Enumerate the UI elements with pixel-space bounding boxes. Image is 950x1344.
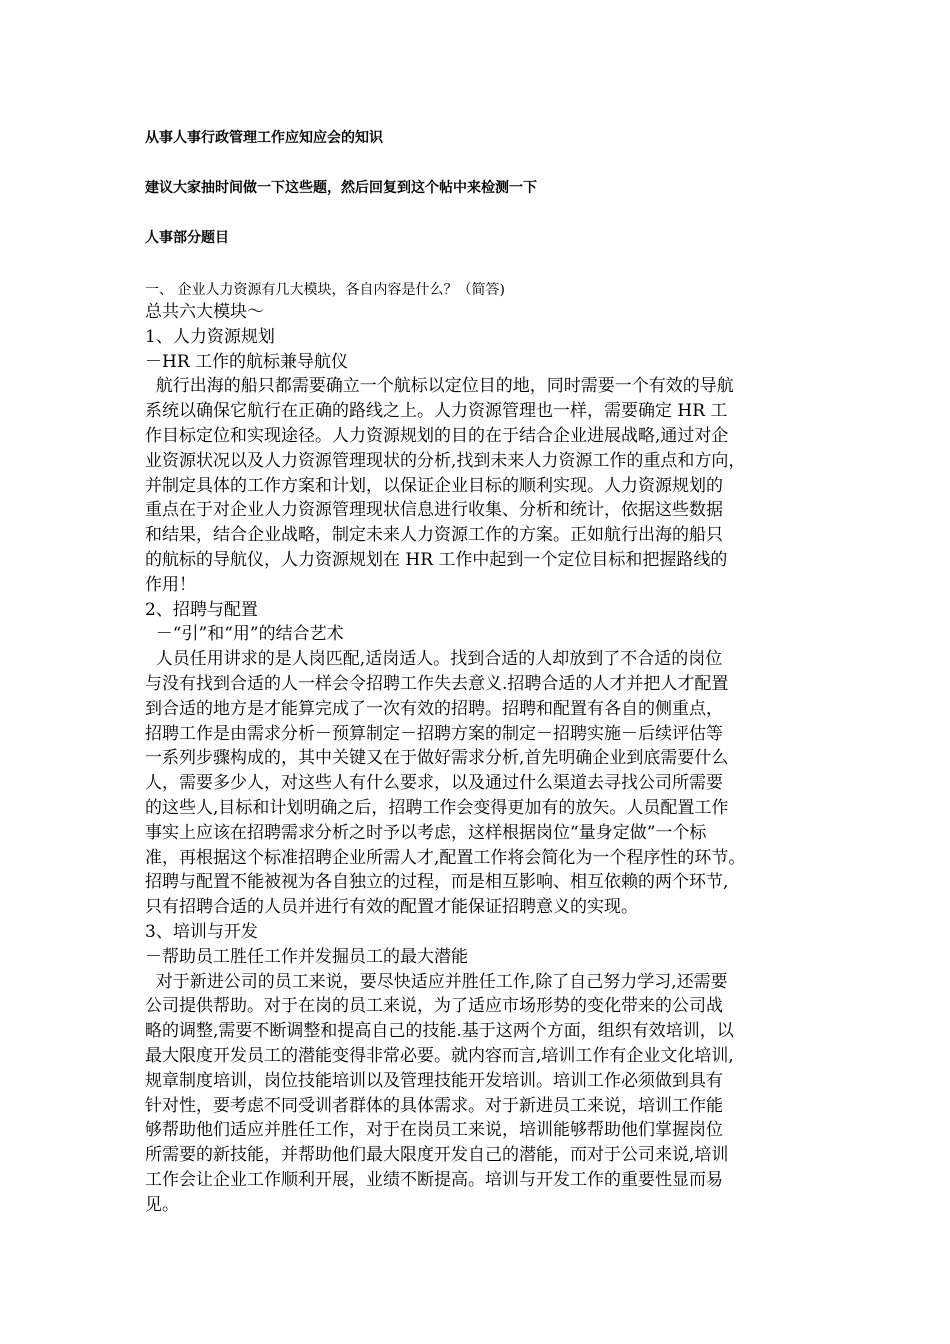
- body-line: 最大限度开发员工的潜能变得非常必要。就内容而言,培训工作有企业文化培训,: [145, 1045, 734, 1066]
- body-line: 和结果，结合企业战略，制定未来人力资源工作的方案。正如航行出海的船只: [145, 525, 723, 546]
- body-line: 的这些人,目标和计划明确之后，招聘工作会变得更加有的放矢。人员配置工作: [145, 797, 729, 818]
- body-line: 公司提供帮助。对于在岗的员工来说，为了适应市场形势的变化带来的公司战: [145, 996, 723, 1017]
- body-line: 的航标的导航仪，人力资源规划在 HR 工作中起到一个定位目标和把握路线的: [145, 549, 728, 570]
- body-line: 规章制度培训，岗位技能培训以及管理技能开发培训。培训工作必须做到具有: [145, 1070, 723, 1091]
- body-line: 略的调整,需要不断调整和提高自己的技能.基于这两个方面，组织有效培训，以: [145, 1021, 734, 1042]
- body-line: 并制定具体的工作方案和计划，以保证企业目标的顺利实现。人力资源规划的: [145, 475, 723, 496]
- body-line: 见。: [145, 1194, 179, 1215]
- module-heading: 1、人力资源规划: [145, 326, 275, 347]
- document-title: 从事人事行政管理工作应知应会的知识: [145, 130, 383, 146]
- body-line: 人员任用讲求的是人岗匹配,适岗适人。找到合适的人却放到了不合适的岗位: [145, 649, 723, 670]
- body-line: 工作会让企业工作顺利开展，业绩不断提高。培训与开发工作的重要性显而易: [145, 1169, 723, 1190]
- module-subheading: －HR 工作的航标兼导航仪: [145, 351, 349, 372]
- body-line: 招聘工作是由需求分析－预算制定－招聘方案的制定－招聘实施－后续评估等: [145, 723, 723, 744]
- body-line: 业资源状况以及人力资源管理现状的分析,找到未来人力资源工作的重点和方向，: [145, 450, 746, 471]
- question-heading: 一、 企业人力资源有几大模块，各自内容是什么？（简答): [145, 282, 505, 298]
- body-line: 到合适的地方是才能算完成了一次有效的招聘。招聘和配置有各自的侧重点，: [145, 698, 723, 719]
- module-heading: 3、培训与开发: [145, 921, 258, 942]
- document-subtitle: 建议大家抽时间做一下这些题，然后回复到这个帖中来检测一下: [145, 180, 537, 196]
- body-line: 针对性，要考虑不同受训者群体的具体需求。对于新进员工来说，培训工作能: [145, 1095, 723, 1116]
- body-line: 事实上应该在招聘需求分析之时予以考虑，这样根据岗位“量身定做”一个标: [145, 822, 707, 843]
- section-heading: 人事部分题目: [145, 230, 229, 246]
- module-subheading: －帮助员工胜任工作并发掘员工的最大潜能: [145, 946, 468, 967]
- body-line: 对于新进公司的员工来说，要尽快适应并胜任工作,除了自己努力学习,还需要: [145, 971, 728, 992]
- body-line: 作目标定位和实现途径。人力资源规划的目的在于结合企业进展战略,通过对企: [145, 425, 729, 446]
- body-line: 总共六大模块～: [145, 302, 264, 322]
- body-line: 系统以确保它航行在正确的路线之上。人力资源管理也一样，需要确定 HR 工: [145, 401, 728, 422]
- body-line: 一系列步骤构成的，其中关键又在于做好需求分析,首先明确企业到底需要什么: [145, 748, 729, 769]
- body-line: 与没有找到合适的人一样会令招聘工作失去意义.招聘合适的人才并把人才配置: [145, 673, 729, 694]
- document-content: [145, 118, 810, 1217]
- body-line: 航行出海的船只都需要确立一个航标以定位目的地，同时需要一个有效的导航: [145, 376, 734, 397]
- document-body: [145, 300, 810, 1217]
- body-line: 准，再根据这个标准招聘企业所需人才,配置工作将会简化为一个程序性的环节。: [145, 847, 746, 868]
- body-line: 只有招聘合适的人员并进行有效的配置才能保证招聘意义的实现。: [145, 897, 638, 918]
- module-subheading: －“引”和“用”的结合艺术: [145, 624, 344, 645]
- body-line: 所需要的新技能，并帮助他们最大限度开发自己的潜能，而对于公司来说,培训: [145, 1145, 729, 1166]
- body-line: 作用！: [145, 574, 196, 595]
- body-line: 重点在于对企业人力资源管理现状信息进行收集、分析和统计，依据这些数据: [145, 500, 723, 521]
- body-line: 人，需要多少人，对这些人有什么要求，以及通过什么渠道去寻找公司所需要: [145, 773, 723, 794]
- module-heading: 2、招聘与配置: [145, 599, 258, 620]
- body-line: 招聘与配置不能被视为各自独立的过程，而是相互影响、相互依赖的两个环节,: [145, 872, 729, 893]
- body-line: 够帮助他们适应并胜任工作，对于在岗员工来说，培训能够帮助他们掌握岗位: [145, 1120, 723, 1141]
